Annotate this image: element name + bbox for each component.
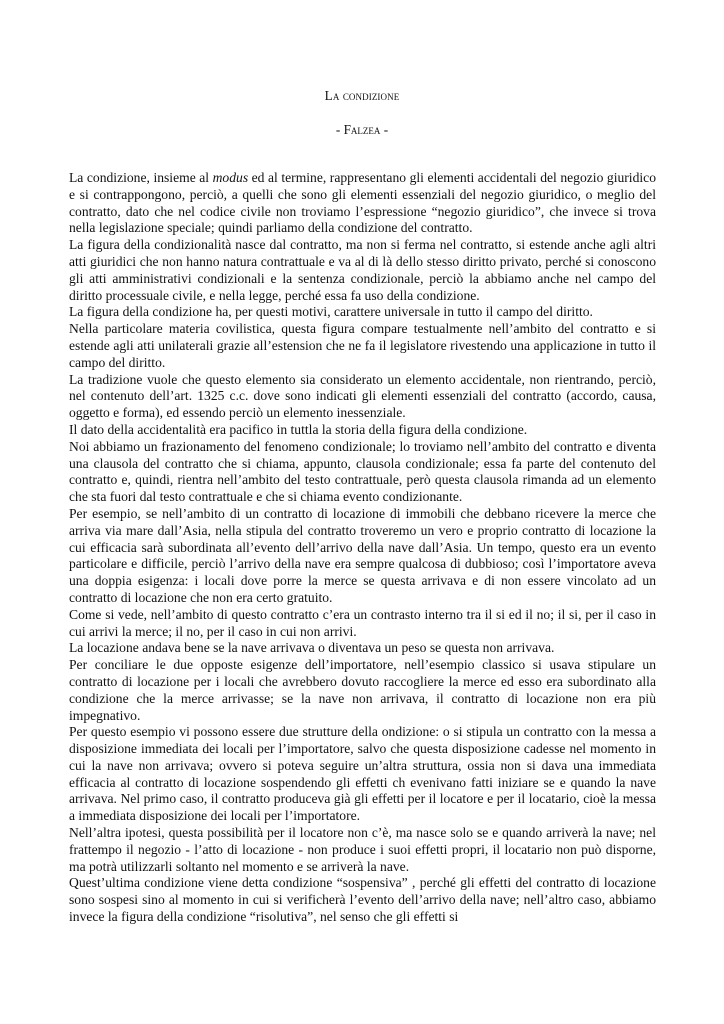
paragraph: Come si vede, nell’ambito di questo contratto c’era un contrasto interno tra il si ed il no; il si, per il caso in cui arrivi la merce; il no, per il caso in cui non arrivi.	[69, 606, 656, 639]
paragraph: Per conciliare le due opposte esigenze dell’importatore, nell’esempio classico si usava stipulare un contratto di locazione per i locali che avrebbero dovuto raccogliere la merce ed esso era subordinato alla condizione che la merce arrivasse; se la nave non arrivava, il contratto di locazione non era più impegnativo.	[69, 657, 656, 723]
paragraph: La figura della condizionalità nasce dal contratto, ma non si ferma nel contratto, si estende anche agli altri atti giuridici che non hanno natura contrattuale e va al di là dello stesso diritto privato, perché si conoscono gli atti amministrativi condizionali e la sentenza condizionale, perciò la abbiamo anche nel campo del diritto processuale civile, e nella legge, perché essa fa uso della condizione.	[69, 237, 656, 303]
document-body	[69, 170, 656, 926]
document-title: La condizione	[324, 88, 400, 103]
emphasis-text: modus	[212, 170, 249, 185]
document-subtitle: - Falzea -	[335, 122, 389, 137]
paragraph: Nell’altra ipotesi, questa possibilità per il locatore non c’è, ma nasce solo se e quando arriverà la nave; nel frattempo il negozio - l’atto di locazione - non produce i suoi effetti propri, il locatario non può disporne, ma potrà utilizzarli soltanto nel momento e se arriverà la nave.	[69, 825, 656, 874]
paragraph: La locazione andava bene se la nave arrivava o diventava un peso se questa non arrivava.	[69, 640, 555, 656]
paragraph: Per questo esempio vi possono essere due strutture della ondizione: o si stipula un contratto con la messa a disposizione immediata dei locali per l’importatore, salvo che questa disposizione cadesse nel momento in cui la nave non arrivava; ovvero si poteva seguire un’altra struttura, ossia non si dava una immediata efficacia al contratto di locazione sospendendo gli effetti ch evenivano fatti iniziare se e quando la nave arrivava. Nel primo caso, il contratto produceva già gli effetti per il locatore e per il locatario, cioè la messa a immediata disposizione dei locali per l’importatore.	[69, 724, 656, 824]
paragraph: Nella particolare materia covilistica, questa figura compare testualmente nell’ambito del contratto e si estende agli atti unilaterali grazie all’estension che ne fa il legislatore rivestendo una applicazione in tutto il campo del diritto.	[69, 321, 656, 370]
paragraph-text: La condizione, insieme al	[69, 170, 213, 185]
paragraph: Per esempio, se nell’ambito di un contratto di locazione di immobili che debbano ricevere la merce che arriva via mare dall’Asia, nella stipula del contratto troveremo un vero e proprio contratto di locazione la cui efficacia sarà subordinata all’evento dell’arrivo della nave dall’Asia. Un tempo, questo era un evento particolare e difficile, perciò l’arrivo della nave era sempre qualcosa di dubbioso; così l’importatore aveva una doppia esigenza: i locali dove porre la merce se questa arrivava e di non essere vincolato ad un contratto di locazione che non era certo gratuito.	[69, 505, 656, 605]
paragraph: Il dato della accidentalità era pacifico in tuttla la storia della figura della condizione.	[69, 421, 528, 437]
paragraph: La tradizione vuole che questo elemento sia considerato un elemento accidentale, non rientrando, perciò, nel contenuto dell’art. 1325 c.c. dove sono indicati gli elementi essenziali del contratto (accordo, causa, oggetto e forma), ed essendo perciò un elemento inessenziale.	[69, 371, 656, 421]
paragraph-text: ed al termine, rappresentano gli elementi accidentali del negozio giuridico e si contrappongono, perciò, a quelli che sono gli elementi essenziali del negozio giuridico, o meglio del contratto, dato che nel codice civile non troviamo l’espressione “negozio giuridico”, che invece si trova nella legislazione speciale; quindi parliamo della condizione del contratto.	[69, 170, 656, 236]
paragraph: Noi abbiamo un frazionamento del fenomeno condizionale; lo troviamo nell’ambito del contratto e diventa una clausola del contratto che si chiama, appunto, clausola condizionale; essa fa parte del contenuto del contratto e, quindi, rientra nell’ambito del testo contrattuale, però questa clausola rimanda ad un elemento che sta fuori dal testo contrattuale e che si chiama evento condizionante.	[69, 438, 656, 505]
paragraph: La figura della condizione ha, per questi motivi, carattere universale in tutto il campo del diritto.	[69, 304, 593, 320]
paragraph: Quest’ultima condizione viene detta condizione “sospensiva” , perché gli effetti del contratto di locazione sono sospesi sino al momento in cui si verificherà l’evento dell’arrivo della nave; nell’altro caso, abbiamo invece la figura della condizione “risolutiva”, nel senso che gli effetti si	[69, 875, 656, 925]
paragraph	[69, 170, 656, 237]
